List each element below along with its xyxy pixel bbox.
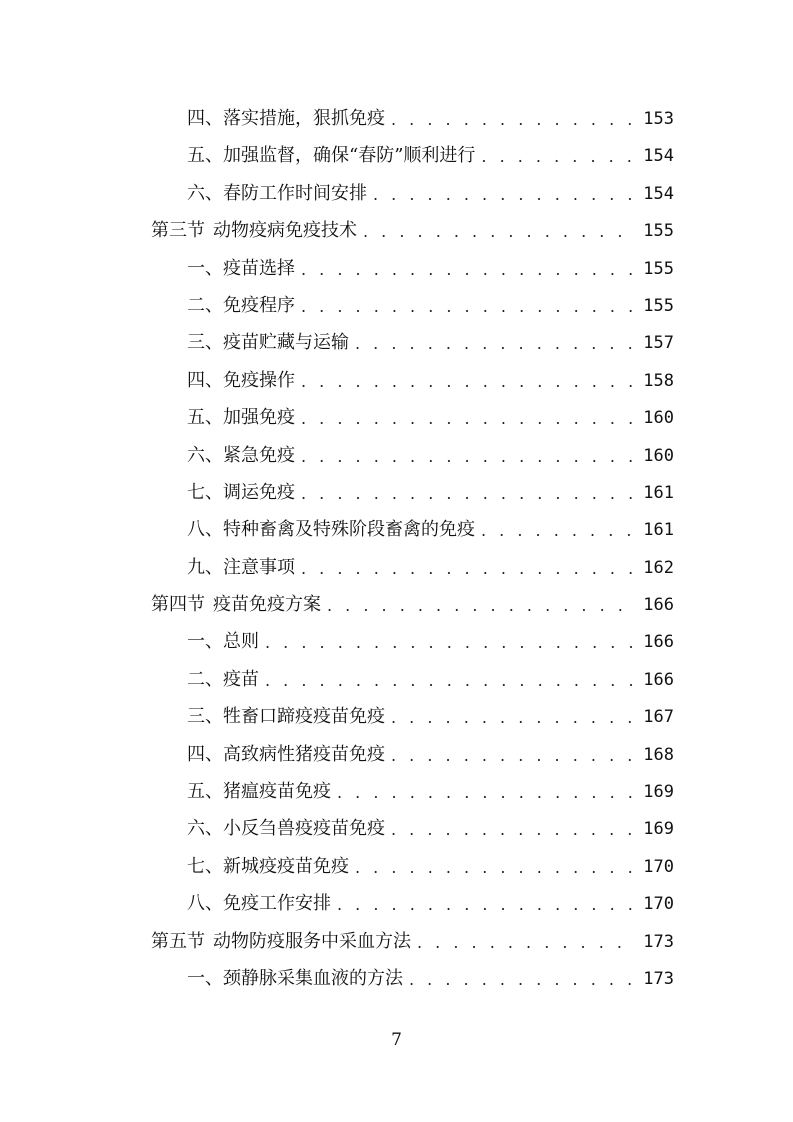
toc-entry-title: 紧急免疫: [223, 444, 295, 466]
toc-entry-title: 免疫工作安排: [223, 893, 331, 915]
toc-entry-row: [187, 330, 674, 356]
toc-entry-number: 第三节: [151, 220, 205, 242]
toc-entry-row: [187, 816, 674, 842]
toc-subsection-entry[interactable]: [0, 698, 793, 735]
toc-entry-number: 三、: [187, 332, 223, 354]
toc-subsection-entry[interactable]: [0, 661, 793, 698]
toc-subsection-entry[interactable]: [0, 848, 793, 885]
toc-entry-row: [187, 891, 674, 917]
toc-dot-leader: [265, 631, 636, 655]
toc-entry-number: 五、: [187, 407, 223, 429]
toc-entry-page: 166: [643, 595, 674, 616]
toc-entry-title: 高致病性猪疫苗免疫: [223, 743, 385, 765]
toc-entry-page: 158: [643, 370, 674, 391]
toc-dot-leader: [481, 519, 636, 543]
toc-subsection-entry[interactable]: [0, 100, 793, 137]
toc-entry-row: [187, 256, 674, 282]
toc-subsection-entry[interactable]: [0, 810, 793, 847]
toc-entry-title: 小反刍兽疫疫苗免疫: [223, 818, 385, 840]
toc-entry-row: [187, 517, 674, 543]
toc-entry-row: [187, 181, 674, 207]
toc-entry-row: [151, 592, 674, 618]
toc-entry-row: [187, 480, 674, 506]
toc-entry-number: 第四节: [151, 594, 205, 616]
toc-entry-number: 一、: [187, 631, 223, 653]
toc-entry-row: [151, 929, 674, 955]
toc-entry-row: [187, 704, 674, 730]
toc-entry-title: 牲畜口蹄疫疫苗免疫: [223, 706, 385, 728]
toc-entry-page: 173: [643, 931, 674, 952]
toc-entry-title: 总则: [223, 631, 259, 653]
toc-entry-row: [187, 854, 674, 880]
toc-entry-row: [187, 742, 674, 768]
toc-entry-row: [187, 779, 674, 805]
toc-entry-row: [187, 629, 674, 655]
toc-entry-page: 155: [643, 258, 674, 279]
toc-entry-page: 162: [643, 557, 674, 578]
toc-entry-row: [187, 555, 674, 581]
toc-entry-page: 170: [643, 856, 674, 877]
toc-entry-page: 160: [643, 408, 674, 429]
toc-dot-leader: [391, 744, 636, 768]
toc-subsection-entry[interactable]: [0, 549, 793, 586]
toc-dot-leader: [373, 183, 636, 207]
toc-subsection-entry[interactable]: [0, 399, 793, 436]
toc-subsection-entry[interactable]: [0, 885, 793, 922]
toc-dot-leader: [363, 220, 636, 244]
toc-dot-leader: [301, 295, 636, 319]
toc-dot-leader: [301, 370, 636, 394]
toc-dot-leader: [301, 258, 636, 282]
toc-entry-page: 154: [643, 146, 674, 167]
toc-entry-row: [187, 667, 674, 693]
toc-dot-leader: [301, 445, 636, 469]
toc-entry-page: 169: [643, 819, 674, 840]
toc-entry-number: 三、: [187, 706, 223, 728]
toc-subsection-entry[interactable]: [0, 511, 793, 548]
toc-entry-number: 八、: [187, 519, 223, 541]
toc-entry-page: 166: [643, 669, 674, 690]
toc-entry-title: 调运免疫: [223, 481, 295, 503]
toc-subsection-entry[interactable]: [0, 623, 793, 660]
toc-entry-number: 第五节: [151, 930, 205, 952]
toc-entry-number: 二、: [187, 668, 223, 690]
toc-entry-title: 动物防疫服务中采血方法: [213, 930, 411, 952]
toc-entry-title: 特种畜禽及特殊阶段畜禽的免疫: [223, 519, 475, 541]
toc-dot-leader: [391, 706, 636, 730]
toc-entry-title: 免疫操作: [223, 369, 295, 391]
page-number: 7: [391, 1030, 402, 1050]
toc-entry-number: 二、: [187, 294, 223, 316]
toc-entry-row: [187, 106, 674, 132]
toc-entry-page: 161: [643, 520, 674, 541]
toc-dot-leader: [355, 332, 636, 356]
toc-entry-number: 一、: [187, 967, 223, 989]
toc-entry-title: 疫苗: [223, 668, 259, 690]
toc-subsection-entry[interactable]: [0, 437, 793, 474]
toc-entry-row: [187, 143, 674, 169]
toc-entry-number: 七、: [187, 855, 223, 877]
toc-entry-number: 六、: [187, 182, 223, 204]
toc-entry-page: 170: [643, 894, 674, 915]
toc-entry-title: 疫苗免疫方案: [213, 594, 321, 616]
toc-entry-row: [151, 218, 674, 244]
toc-entry-page: 166: [643, 632, 674, 653]
toc-subsection-entry[interactable]: [0, 175, 793, 212]
toc-subsection-entry[interactable]: [0, 773, 793, 810]
toc-entry-page: 161: [643, 482, 674, 503]
toc-subsection-entry[interactable]: [0, 362, 793, 399]
toc-section-entry[interactable]: [0, 923, 793, 960]
toc-entry-row: [187, 443, 674, 469]
toc-entry-page: 155: [643, 221, 674, 242]
toc-entry-page: 169: [643, 782, 674, 803]
toc-subsection-entry[interactable]: [0, 736, 793, 773]
toc-dot-leader: [337, 893, 636, 917]
toc-entry-page: 153: [643, 109, 674, 129]
toc-entry-row: [187, 405, 674, 431]
toc-entry-title: 疫苗贮藏与运输: [223, 332, 349, 354]
toc-entry-title: 注意事项: [223, 556, 295, 578]
toc-dot-leader: [417, 931, 636, 955]
toc-entry-title: 新城疫疫苗免疫: [223, 855, 349, 877]
toc-entry-title: 动物疫病免疫技术: [213, 220, 357, 242]
toc-entry-row: [187, 368, 674, 394]
toc-entry-page: 154: [643, 183, 674, 204]
toc-entry-title: 加强免疫: [223, 407, 295, 429]
toc-entry-number: 六、: [187, 818, 223, 840]
toc-section-entry[interactable]: [0, 212, 793, 249]
toc-entry-number: 六、: [187, 444, 223, 466]
toc-entry-page: 160: [643, 445, 674, 466]
toc-subsection-entry[interactable]: [0, 137, 793, 174]
toc-entry-number: 九、: [187, 556, 223, 578]
toc-entry-title: 疫苗选择: [223, 257, 295, 279]
toc-section-entry[interactable]: [0, 586, 793, 623]
toc-dot-leader: [481, 145, 636, 169]
toc-dot-leader: [391, 108, 636, 132]
toc-entry-title: 加强监督，确保“春防”顺利进行: [223, 145, 476, 167]
toc-dot-leader: [355, 856, 636, 880]
toc-dot-leader: [327, 594, 636, 618]
toc-dot-leader: [265, 669, 636, 693]
toc-dot-leader: [391, 818, 636, 842]
toc-entry-title: 猪瘟疫苗免疫: [223, 781, 331, 803]
toc-subsection-entry[interactable]: [0, 474, 793, 511]
toc-entry-number: 一、: [187, 257, 223, 279]
toc-entry-page: 155: [643, 295, 674, 316]
toc-entry-page: 157: [643, 333, 674, 354]
toc-subsection-entry[interactable]: [0, 324, 793, 361]
toc-entry-page: 168: [643, 744, 674, 765]
toc-subsection-entry[interactable]: [0, 960, 793, 997]
toc-entry-title: 春防工作时间安排: [223, 182, 367, 204]
toc-entry-title: 落实措施，狠抓免疫: [223, 108, 385, 129]
toc-entry-number: 四、: [187, 743, 223, 765]
toc-subsection-entry[interactable]: [0, 250, 793, 287]
toc-entry-number: 五、: [187, 781, 223, 803]
toc-dot-leader: [409, 968, 636, 992]
toc-entry-row: [187, 966, 674, 992]
toc-subsection-entry[interactable]: [0, 287, 793, 324]
toc-entry-title: 颈静脉采集血液的方法: [223, 967, 403, 989]
toc-entry-row: [187, 293, 674, 319]
toc-entry-number: 四、: [187, 369, 223, 391]
toc-entry-number: 七、: [187, 481, 223, 503]
toc-entry-number: 四、: [187, 108, 223, 129]
toc-dot-leader: [301, 407, 636, 431]
toc-entry-page: 167: [643, 707, 674, 728]
toc-dot-leader: [301, 482, 636, 506]
toc-entry-title: 免疫程序: [223, 294, 295, 316]
toc-entry-number: 五、: [187, 145, 223, 167]
toc-entry-number: 八、: [187, 893, 223, 915]
toc-dot-leader: [337, 781, 636, 805]
table-of-contents: [0, 100, 793, 997]
toc-dot-leader: [301, 557, 636, 581]
toc-entry-page: 173: [643, 968, 674, 989]
